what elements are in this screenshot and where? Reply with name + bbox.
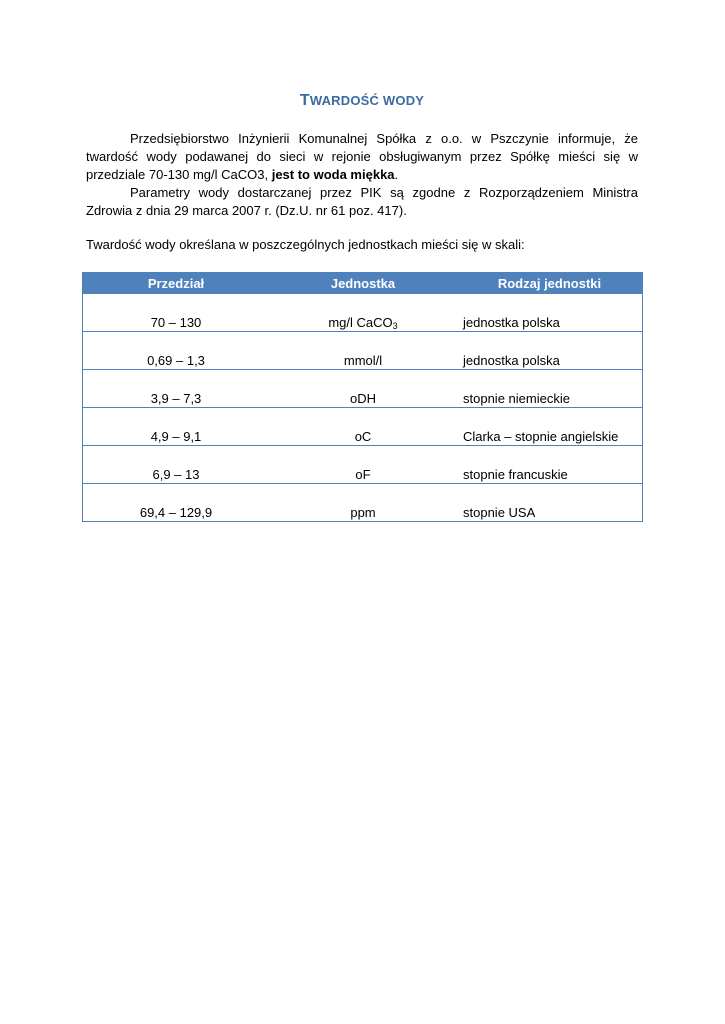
- cell-unit-type: jednostka polska: [457, 332, 643, 370]
- cell-range: 69,4 – 129,9: [83, 484, 270, 522]
- table-header-row: [83, 273, 643, 295]
- cell-unit: oC: [269, 408, 457, 446]
- paragraph1-end: .: [394, 167, 399, 182]
- cell-unit-type: stopnie francuskie: [457, 446, 643, 484]
- table-row: [83, 446, 643, 484]
- paragraph-scale-intro: [86, 236, 638, 254]
- cell-unit: [269, 294, 457, 332]
- title-rest: WARDOŚĆ WODY: [309, 93, 425, 108]
- cell-unit-subscript: 3: [392, 321, 398, 331]
- table-row: [83, 484, 643, 522]
- paragraph-hardness-info: [86, 130, 638, 184]
- cell-unit-type: stopnie USA: [457, 484, 643, 522]
- paragraph-regulation: [86, 184, 638, 220]
- cell-unit: mmol/l: [269, 332, 457, 370]
- cell-unit: ppm: [269, 484, 457, 522]
- cell-unit-type: stopnie niemieckie: [457, 370, 643, 408]
- cell-range: 6,9 – 13: [83, 446, 270, 484]
- header-unit-type: Rodzaj jednostki: [457, 273, 643, 295]
- table-row: [83, 294, 643, 332]
- paragraph1-bold: jest to woda miękka: [271, 167, 395, 182]
- cell-unit-type: jednostka polska: [463, 315, 560, 330]
- cell-unit: oF: [269, 446, 457, 484]
- paragraph3-text: Twardość wody określana w poszczególnych jednostkach mieści się w skali:: [86, 237, 525, 252]
- header-unit: Jednostka: [269, 273, 457, 295]
- table-row: [83, 370, 643, 408]
- table-row: [83, 408, 643, 446]
- cell-unit-text: mg/l CaCO: [328, 315, 393, 330]
- cell-range: 70 – 130: [150, 315, 202, 330]
- cell-unit-type: Clarka – stopnie angielskie: [457, 408, 643, 446]
- header-range: Przedział: [83, 273, 270, 295]
- paragraph1-text: Przedsiębiorstwo Inżynierii Komunalnej Spółka z o.o. w Pszczynie informuje, że twardość wody podawanej do sieci w rejonie obsługiwanym przez Spółkę mieści się w przedziale 70-130 mg/l CaCO3,: [86, 131, 638, 182]
- hardness-units-table: [82, 272, 643, 522]
- table-row: [83, 332, 643, 370]
- title-first-letter: T: [299, 92, 310, 109]
- cell-range: 3,9 – 7,3: [83, 370, 270, 408]
- document-title: [86, 92, 638, 110]
- paragraph2-text: Parametry wody dostarczanej przez PIK są zgodne z Rozporządzeniem Ministra Zdrowia z dnia 29 marca 2007 r. (Dz.U. nr 61 poz. 417).: [86, 185, 638, 218]
- cell-range: 0,69 – 1,3: [83, 332, 270, 370]
- cell-range: 4,9 – 9,1: [83, 408, 270, 446]
- cell-unit: oDH: [269, 370, 457, 408]
